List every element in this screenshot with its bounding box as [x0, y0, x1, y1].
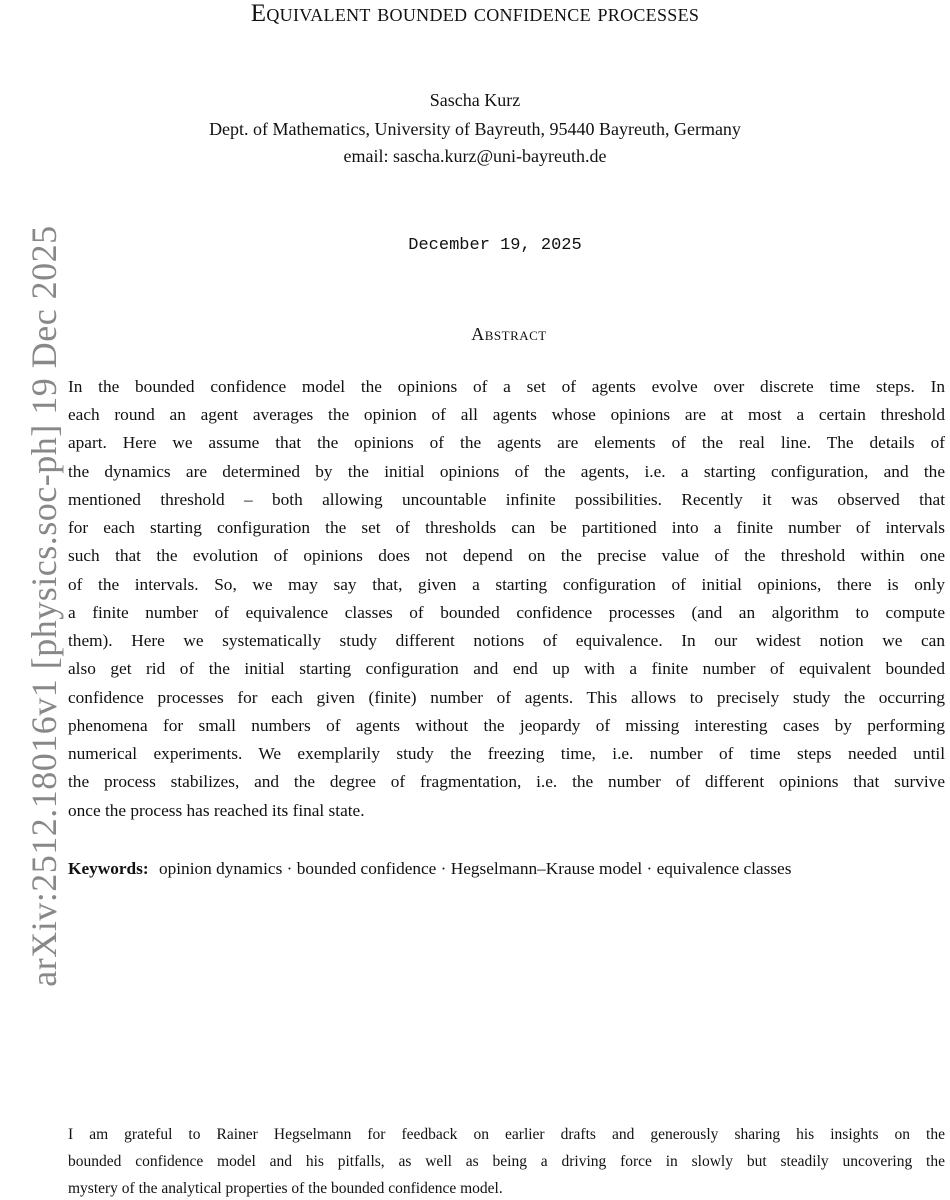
author-name: Sascha Kurz — [429, 90, 521, 110]
footnote-line: bounded confidence model and his pitfalls, as well as being a driving force in slowly but steadily uncovering the — [68, 1153, 945, 1170]
abstract-line: apart. Here we assume that the opinions of the agents are elements of the real line. The details of — [68, 433, 945, 452]
abstract-line: In the bounded confidence model the opinions of a set of agents evolve over discrete time steps. In — [68, 377, 945, 396]
abstract-line: them). Here we systematically study different notions of equivalence. In our widest notion we can — [68, 631, 945, 650]
footnote-line: I am grateful to Rainer Hegselmann for feedback on earlier drafts and generously sharing his insights on the — [68, 1126, 945, 1143]
keywords-text: opinion dynamics · bounded confidence · Hegselmann–Krause model · equivalence classes — [158, 859, 792, 878]
paper-title: Equivalent bounded confidence processes — [250, 0, 700, 27]
abstract-line: numerical experiments. We exemplarily study the freezing time, i.e. number of time steps needed until — [68, 744, 945, 763]
abstract-line: the dynamics are determined by the initial opinions of the agents, i.e. a starting configuration, and the — [68, 462, 945, 481]
abstract-line: mentioned threshold – both allowing uncountable infinite possibilities. Recently it was observed that — [68, 490, 945, 509]
abstract-line: such that the evolution of opinions does not depend on the precise value of the threshold within one — [68, 546, 945, 565]
abstract-line: once the process has reached its final state. — [68, 801, 365, 820]
author-affiliation: Dept. of Mathematics, University of Bayreuth, 95440 Bayreuth, Germany — [209, 119, 741, 139]
abstract-line: confidence processes for each given (finite) number of agents. This allows to precisely study the occurring — [68, 688, 945, 707]
abstract-line: for each starting configuration the set of thresholds can be partitioned into a finite number of intervals — [68, 518, 945, 537]
arxiv-stamp: arXiv:2512.18016v1 [physics.soc-ph] 19 Dec 2025 — [24, 225, 64, 987]
abstract-line: also get rid of the initial starting configuration and end up with a finite number of equivalent bounded — [68, 659, 945, 678]
paper-date: December 19, 2025 — [408, 236, 582, 255]
abstract-heading: Abstract — [471, 324, 547, 344]
keywords — [68, 859, 948, 879]
abstract-line: each round an agent averages the opinion of all agents whose opinions are at most a certain threshold — [68, 405, 945, 424]
keywords-label: Keywords: — [68, 859, 149, 878]
abstract-line: the process stabilizes, and the degree of fragmentation, i.e. the number of different opinions that survive — [68, 772, 945, 791]
abstract-line: of the intervals. So, we may say that, given a starting configuration of initial opinions, there is only — [68, 575, 945, 594]
abstract-line: a finite number of equivalence classes of bounded confidence processes (and an algorithm to compute — [68, 603, 945, 622]
footnote-line: mystery of the analytical properties of the bounded confidence model. — [68, 1180, 503, 1197]
abstract-line: phenomena for small numbers of agents without the jeopardy of missing interesting cases by performing — [68, 716, 945, 735]
author-email: email: sascha.kurz@uni-bayreuth.de — [343, 146, 607, 166]
